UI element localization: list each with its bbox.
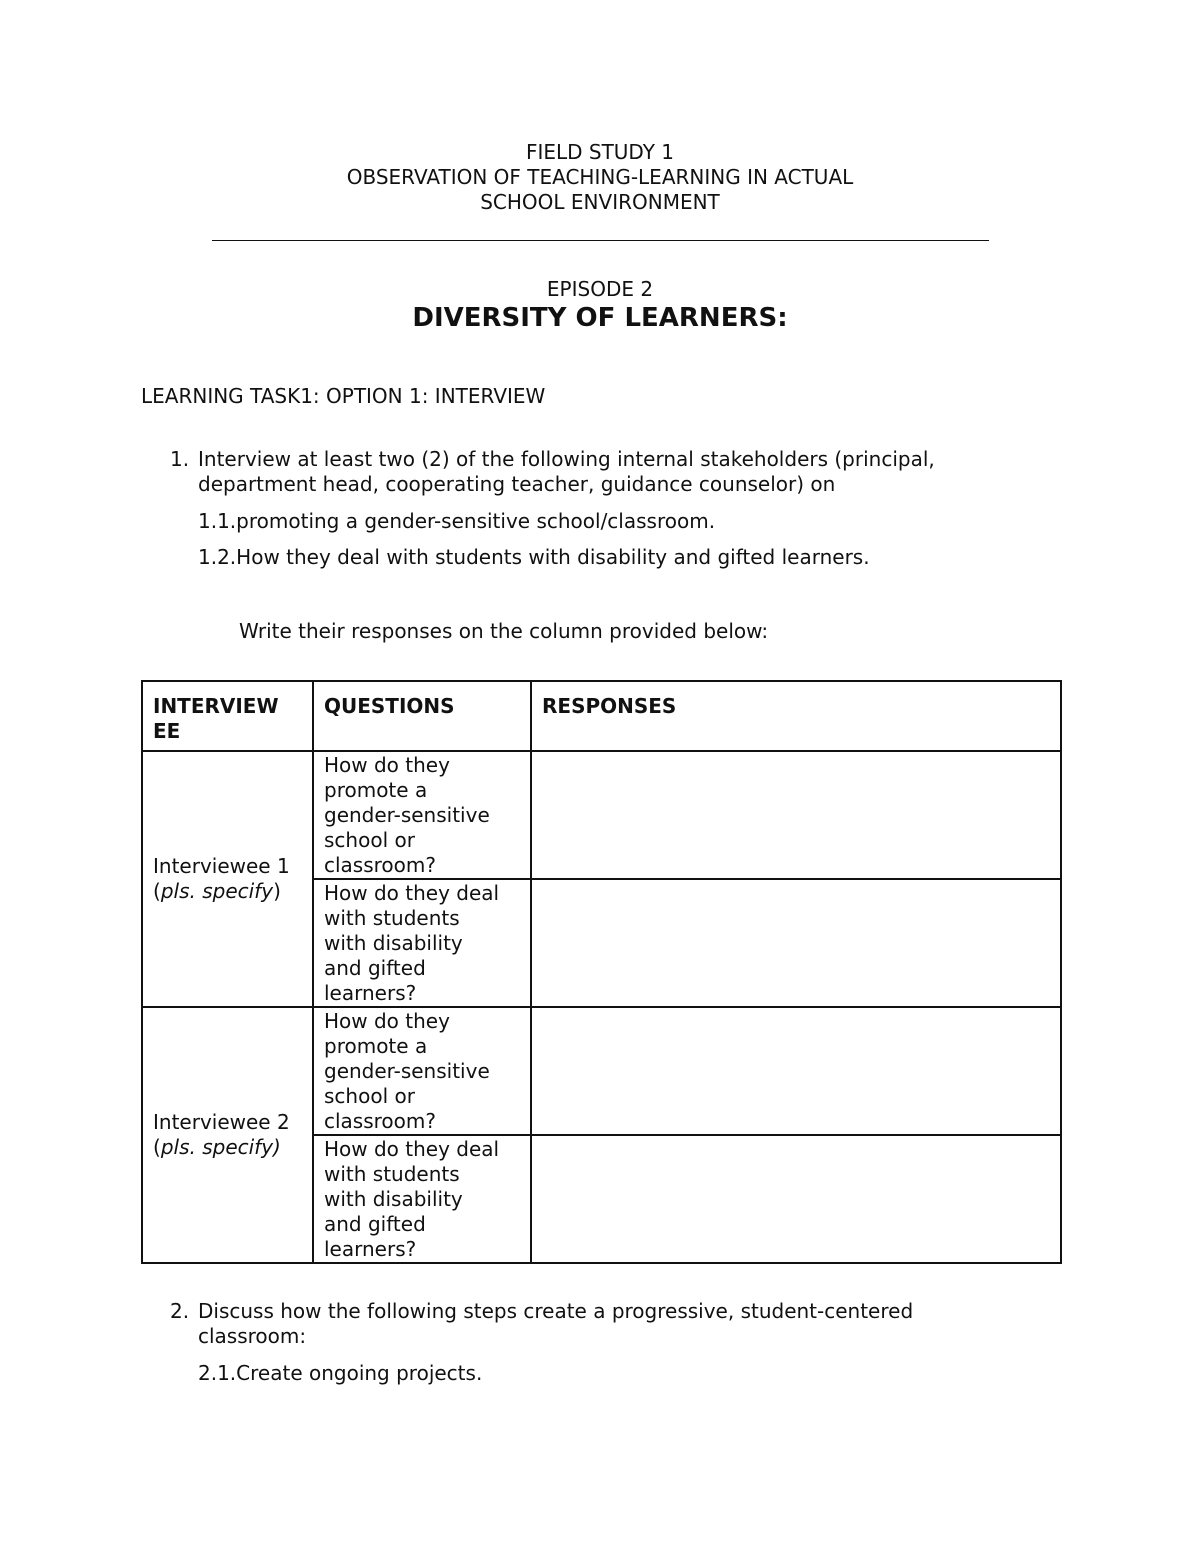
response-field[interactable] xyxy=(531,1135,1061,1263)
specify-text: pls. specify) xyxy=(160,1135,281,1159)
question-line: gender-sensitive xyxy=(324,803,490,827)
item-2-text xyxy=(198,1299,913,1349)
item-2-sub-1: 2.1.Create ongoing projects. xyxy=(198,1361,483,1385)
specify-open: ( xyxy=(153,1135,161,1159)
question-line: with disability xyxy=(324,1187,463,1211)
question-line: promote a xyxy=(324,1034,428,1058)
question-line: and gifted xyxy=(324,1212,426,1236)
question-line: How do they xyxy=(324,753,450,777)
response-field[interactable] xyxy=(531,1007,1061,1135)
interviewee-2-specify xyxy=(153,1135,302,1160)
question-gender-sensitive xyxy=(313,1007,531,1135)
question-line: with students xyxy=(324,1162,460,1186)
question-line: promote a xyxy=(324,778,428,802)
question-line: learners? xyxy=(324,1237,417,1261)
interviewee-1-specify xyxy=(153,879,302,904)
question-line: with students xyxy=(324,906,460,930)
item-1-line-2: department head, cooperating teacher, guidance counselor) on xyxy=(198,472,836,496)
item-2-line-1: Discuss how the following steps create a progressive, student-centered xyxy=(198,1299,914,1323)
specify-open: ( xyxy=(153,879,161,903)
question-line: school or xyxy=(324,1084,415,1108)
question-line: school or xyxy=(324,828,415,852)
header-line-2: OBSERVATION OF TEACHING-LEARNING IN ACTUAL xyxy=(346,165,854,189)
table-row xyxy=(142,751,1061,879)
instruction-text: Write their responses on the column provided below: xyxy=(239,619,769,643)
interview-table xyxy=(141,680,1062,1264)
header-interviewee-line-2: EE xyxy=(153,719,181,743)
header-line-3: SCHOOL ENVIRONMENT xyxy=(480,190,720,214)
header-interviewee xyxy=(142,681,313,751)
interviewee-1-cell xyxy=(142,751,313,1007)
item-2-line-2: classroom: xyxy=(198,1324,307,1348)
table-header-row xyxy=(142,681,1061,751)
question-disability-gifted xyxy=(313,879,531,1007)
question-line: gender-sensitive xyxy=(324,1059,490,1083)
header-line-1: FIELD STUDY 1 xyxy=(525,140,675,164)
header-interviewee-line-1: INTERVIEW xyxy=(153,694,279,718)
item-2-number: 2. xyxy=(170,1299,190,1323)
header-divider xyxy=(212,240,989,241)
episode-label: EPISODE 2 xyxy=(546,277,654,301)
question-line: How do they deal xyxy=(324,1137,500,1161)
specify-text: pls. specify xyxy=(160,879,274,903)
interviewee-2-cell xyxy=(142,1007,313,1263)
item-1-sub-2: 1.2.How they deal with students with disability and gifted learners. xyxy=(198,545,870,569)
question-line: with disability xyxy=(324,931,463,955)
question-disability-gifted xyxy=(313,1135,531,1263)
header-questions: QUESTIONS xyxy=(313,681,531,751)
item-1-text xyxy=(198,447,935,497)
table-row xyxy=(142,1007,1061,1135)
document-header xyxy=(0,140,1200,215)
question-line: How do they deal xyxy=(324,881,500,905)
question-gender-sensitive xyxy=(313,751,531,879)
interviewee-2-name: Interviewee 2 xyxy=(153,1110,290,1134)
specify-close: ) xyxy=(273,879,281,903)
task-title: LEARNING TASK1: OPTION 1: INTERVIEW xyxy=(141,384,546,408)
item-1-number: 1. xyxy=(170,447,190,471)
question-line: classroom? xyxy=(324,1109,437,1133)
item-1-line-1: Interview at least two (2) of the following internal stakeholders (principal, xyxy=(198,447,935,471)
interviewee-1-name: Interviewee 1 xyxy=(153,854,290,878)
page-title: DIVERSITY OF LEARNERS: xyxy=(412,303,788,333)
response-field[interactable] xyxy=(531,879,1061,1007)
item-1-sub-1: 1.1.promoting a gender-sensitive school/classroom. xyxy=(198,509,716,533)
response-field[interactable] xyxy=(531,751,1061,879)
header-responses: RESPONSES xyxy=(531,681,1061,751)
question-line: How do they xyxy=(324,1009,450,1033)
question-line: and gifted xyxy=(324,956,426,980)
question-line: classroom? xyxy=(324,853,437,877)
question-line: learners? xyxy=(324,981,417,1005)
